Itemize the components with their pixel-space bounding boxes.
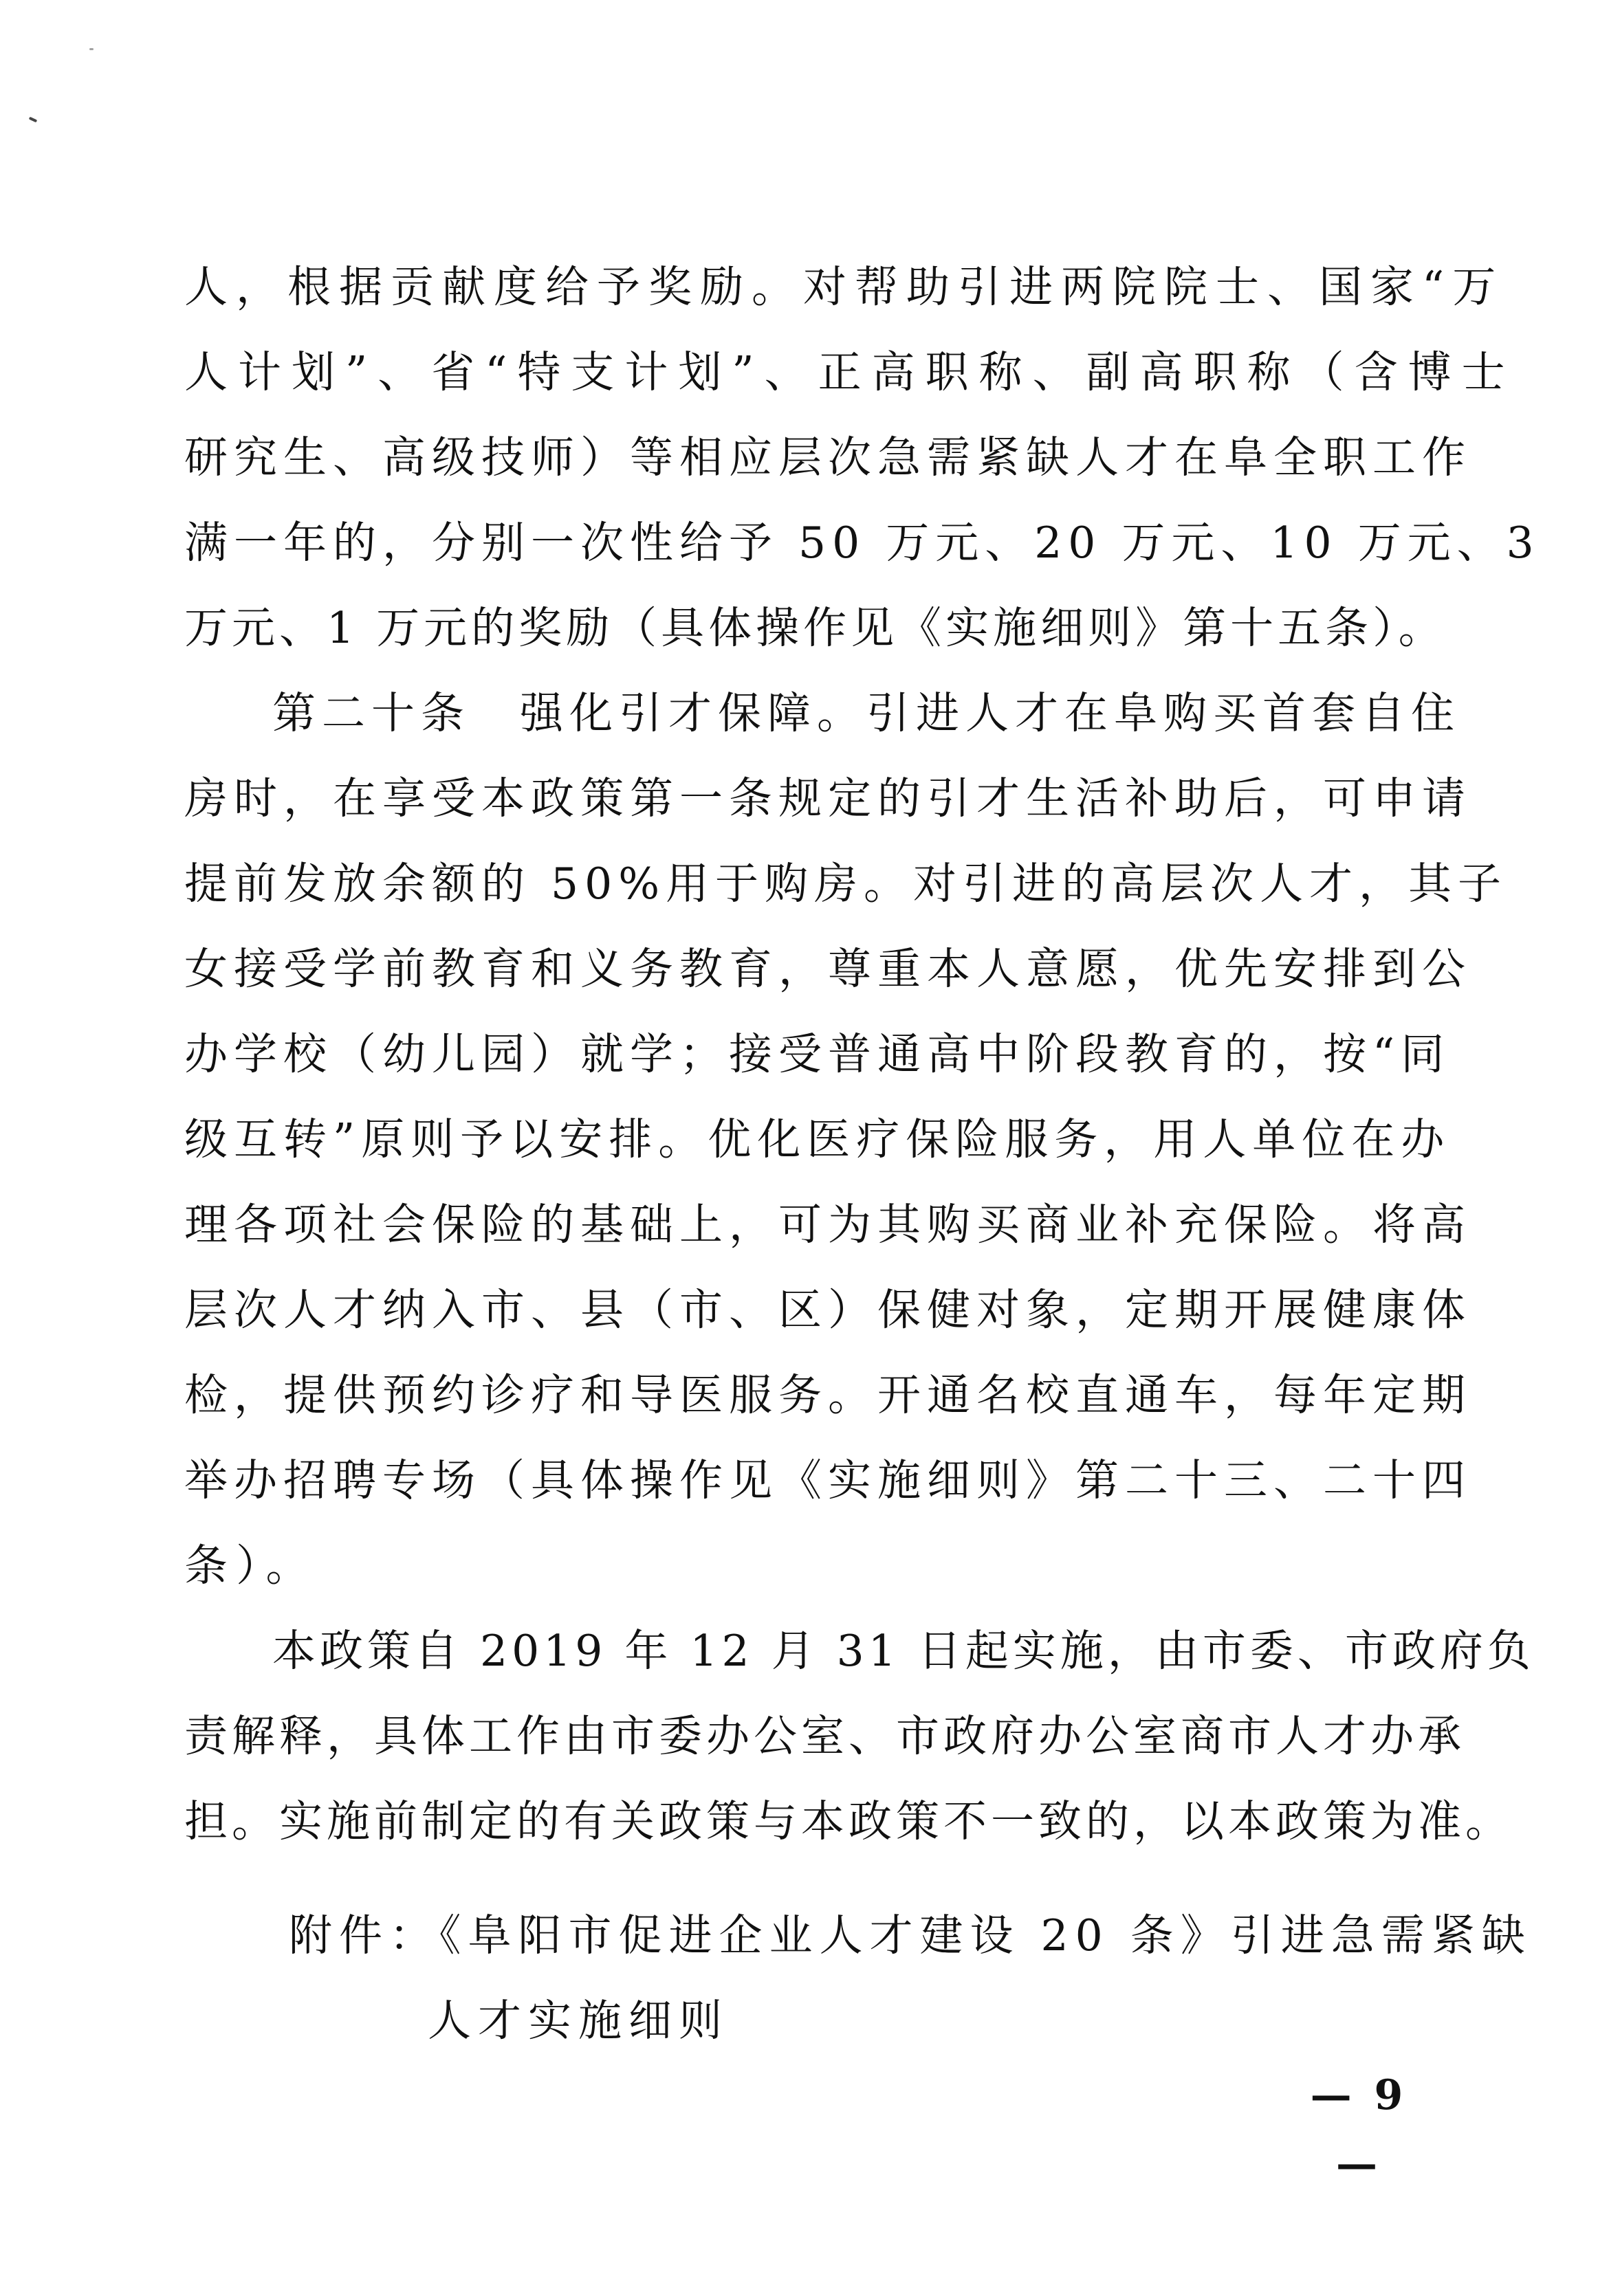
text-line: 层次人才纳入市、县（市、区）保健对象，定期开展健康体 [184, 1285, 1471, 1335]
text-line: 本政策自 2019 年 12 月 31 日起实施，由市委、市政府负 [272, 1626, 1535, 1676]
text-line: 检，提供预约诊疗和导医服务。开通名校直通车，每年定期 [184, 1370, 1471, 1420]
text-line: 人，根据贡献度给予奖励。对帮助引进两院院士、国家“万 [184, 262, 1504, 312]
text-line: 满一年的，分别一次性给予 50 万元、20 万元、10 万元、3 [184, 518, 1540, 568]
text-line: 办学校（幼儿园）就学；接受普通高中阶段教育的，按“同 [184, 1029, 1451, 1079]
attachment-line-continued: 人才实施细则 [428, 1996, 729, 2046]
text-line: 理各项社会保险的基础上，可为其购买商业补充保险。将高 [184, 1200, 1471, 1250]
text-line: 责解释，具体工作由市委办公室、市政府办公室商市人才办承 [184, 1711, 1465, 1761]
attachment-note [289, 1893, 1532, 2064]
page-number: — 9 — [1310, 2071, 1408, 2188]
text-line: 女接受学前教育和义务教育，尊重本人意愿，优先安排到公 [184, 944, 1471, 994]
text-line: 条）。 [184, 1541, 318, 1591]
attachment-line: 附件：《阜阳市促进企业人才建设 20 条》引进急需紧缺 [289, 1910, 1532, 1961]
scan-speck [89, 48, 94, 50]
text-line: 担。实施前制定的有关政策与本政策不一致的，以本政策为准。 [184, 1796, 1513, 1846]
text-line: 房时，在享受本政策第一条规定的引才生活补助后，可申请 [184, 773, 1471, 824]
body-text [184, 245, 1540, 1864]
text-line: 举办招聘专场（具体操作见《实施细则》第二十三、二十四 [184, 1455, 1471, 1505]
scan-speck [29, 117, 38, 123]
text-line: 研究生、高级技师）等相应层次急需紧缺人才在阜全职工作 [184, 432, 1471, 483]
text-line: 万元、1 万元的奖励（具体操作见《实施细则》第十五条）。 [184, 603, 1446, 653]
article-heading-line: 第二十条 强化引才保障。引进人才在阜购买首套自住 [272, 688, 1460, 738]
text-line: 提前发放余额的 50%用于购房。对引进的高层次人才，其子 [184, 859, 1508, 909]
text-line: 人计划”、省“特支计划”、正高职称、副高职称（含博士 [184, 347, 1515, 397]
text-line: 级互转”原则予以安排。优化医疗保险服务，用人单位在办 [184, 1114, 1451, 1164]
